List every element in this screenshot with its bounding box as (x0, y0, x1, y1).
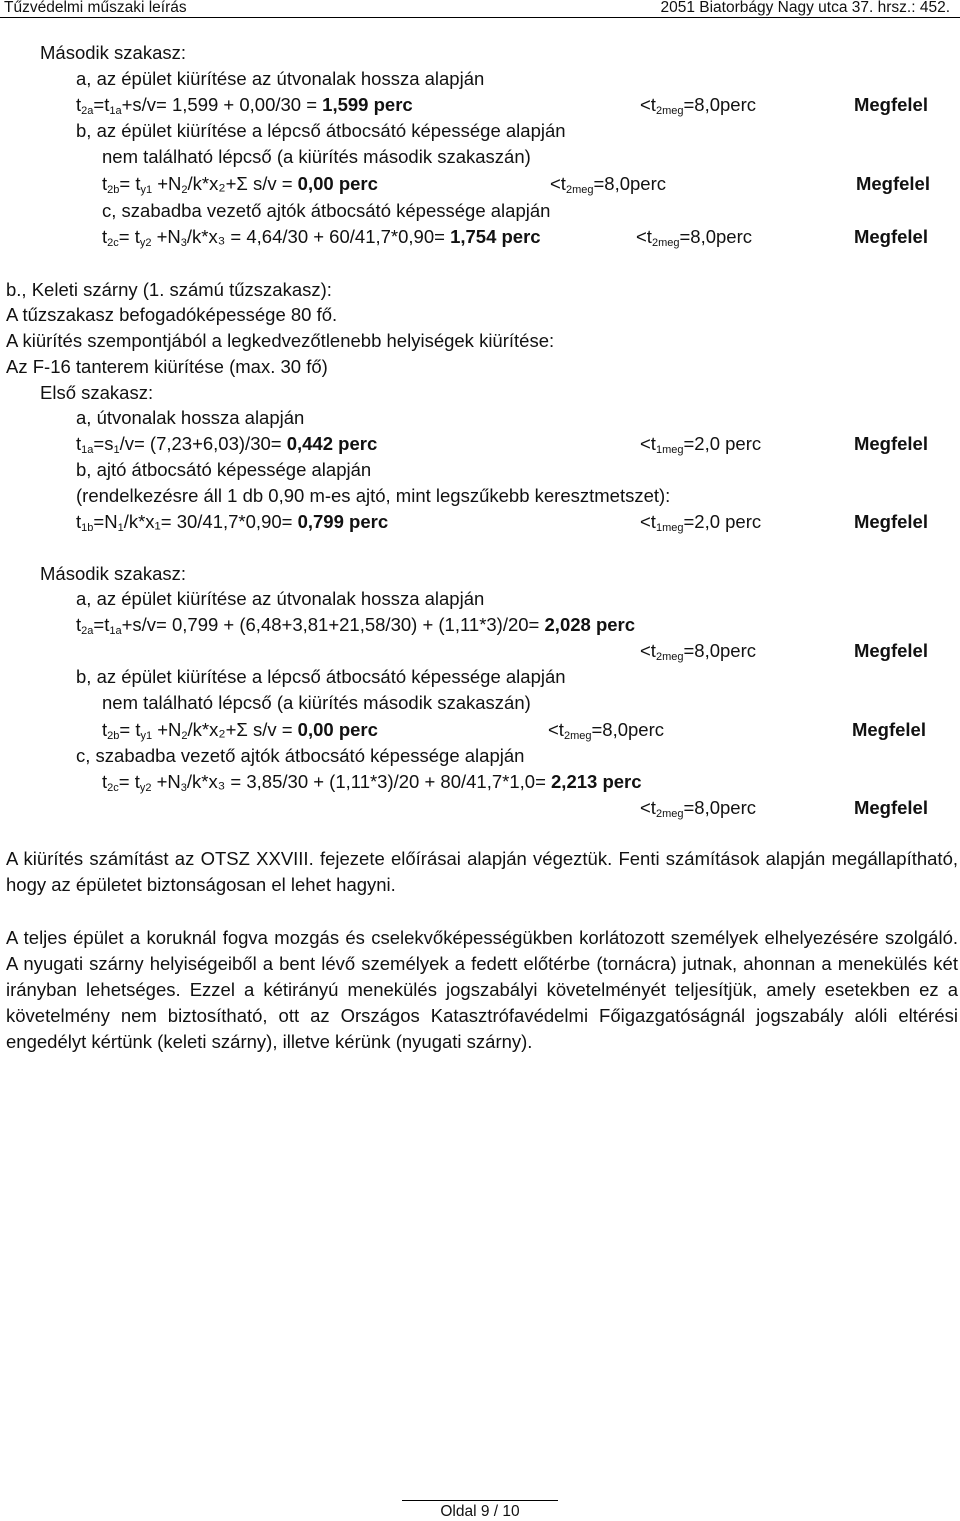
status-label: Megfelel (853, 640, 928, 661)
step-note: nem található lépcső (a kiürítés második szakaszán) (102, 692, 531, 713)
limit-2meg: $<t_{2meg}=8,0perc$ (636, 226, 752, 249)
section-heading: Második szakasz: (40, 42, 186, 63)
section-heading: Második szakasz: (40, 563, 186, 584)
limit-2meg: $<t_{2meg}=8,0perc$ (640, 797, 756, 820)
status-label: Megfelel (853, 511, 928, 532)
page-number: Oldal 9 / 10 (440, 1503, 520, 1520)
conclusion-paragraph: A kiürítés számítást az OTSZ XXVIII. fejezete előírásai alapján végeztük. Fenti számítások alapján megállapítható, hogy az épületet biztonságosan el lehet hagyni. (6, 848, 958, 895)
room-text: Az F-16 tanterem kiürítése (max. 30 fő) (6, 356, 328, 377)
formula-t2a: $t_{2a}=t_{1a}+s/v= 1,599 + 0,00/30 = 1,599$ perc (76, 94, 413, 117)
status-label: Megfelel (851, 719, 926, 740)
formula-t2b: $t_{2b}= t_{y1} +N_2/k*x_2+\Sigma$ s/v = 0,00 perc (102, 173, 378, 196)
limit-2meg: $<t_{2meg}=8,0perc$ (548, 719, 664, 742)
header-title: Tűzvédelmi műszaki leírás (4, 0, 187, 16)
step-title: b, az épület kiürítése a lépcső átbocsátó képessége alapján (76, 666, 566, 687)
step-title: b, az épület kiürítése a lépcső átbocsátó képessége alapján (76, 120, 566, 141)
header-address: 2051 Biatorbágy Nagy utca 37. hrsz.: 452. (660, 0, 950, 16)
limit-2meg: $<t_{2meg}=8,0perc$ (550, 173, 666, 196)
step-title: a, az épület kiürítése az útvonalak hossza alapján (76, 68, 485, 89)
step-title: b, ajtó átbocsátó képessége alapján (76, 459, 372, 480)
formula-t1a: $t_{1a}=s_1/v= (7,23+6,03)/30= 0,442$ perc (76, 433, 378, 456)
footer-rule (402, 1500, 558, 1501)
limit-2meg: $<t_{2meg}=8,0perc$ (640, 640, 756, 663)
step-title: a, az épület kiürítése az útvonalak hossza alapján (76, 588, 485, 609)
status-label: Megfelel (853, 433, 928, 454)
section-title: b., Keleti szárny (1. számú tűzszakasz): (6, 279, 332, 300)
section-heading: Első szakasz: (40, 382, 154, 403)
worst-case-text: A kiürítés szempontjából a legkedvezőtlenebb helyiségek kiürítése: (6, 330, 555, 351)
limit-1meg: $<t_{1meg}=2,0$ perc (640, 511, 762, 534)
status-label: Megfelel (853, 226, 928, 247)
status-label: Megfelel (855, 173, 930, 194)
status-label: Megfelel (853, 94, 928, 115)
status-label: Megfelel (853, 797, 928, 818)
step-title: c, szabadba vezető ajtók átbocsátó képessége alapján (76, 745, 525, 766)
step-title: a, útvonalak hossza alapján (76, 407, 305, 428)
formula-t2a: $t_{2a}=t_{1a}+s/v= 0,799 + (6,48+3,81+21,58/30) + (1,11*3)/20= 2,028$ perc (76, 614, 636, 637)
step-note: (rendelkezésre áll 1 db 0,90 m-es ajtó, mint legszűkebb keresztmetszet): (76, 485, 671, 506)
header-rule (0, 17, 960, 18)
page-header (0, 0, 960, 20)
formula-t2c: $t_{2c}= t_{y2} +N_3/k*x_3 = 3,85/30 + (1,11*3)/20 + 80/41,7*1,0= 2,213$ perc (102, 771, 642, 794)
step-note: nem található lépcső (a kiürítés második szakaszán) (102, 146, 531, 167)
capacity-text: A tűzszakasz befogadóképessége 80 fő. (6, 304, 338, 325)
limit-2meg: $<t_{2meg}=8,0perc$ (640, 94, 756, 117)
step-title: c, szabadba vezető ajtók átbocsátó képessége alapján (102, 200, 551, 221)
formula-t1b: $t_{1b}=N_1/k*x_1= 30/41,7*0,90= 0,799$ perc (76, 511, 389, 534)
formula-t2b: $t_{2b}= t_{y1} +N_2/k*x_2+\Sigma$ s/v = 0,00 perc (102, 719, 378, 742)
limit-1meg: $<t_{1meg}=2,0$ perc (640, 433, 762, 456)
evacuation-paragraph: A teljes épület a koruknál fogva mozgás és cselekvőképességükben korlátozott személyek elhelyezésére szolgáló. A nyugati szárny helyiségeiből a bent lévő személyek a fedett előtérbe (tornácra) jutnak, ahonnan a menekülés két irányban lehetséges. Ezzel a kétirányú menekülés jogszabályi követelményét teljesítjük, amely esetekben ez a követelmény nem biztosítható, ott az Országos Katasztrófavédelmi Főigazgatóságnál jogszabály alóli eltérési engedélyt kértünk (keleti szárny), illetve kérünk (nyugati szárny). (6, 927, 958, 1052)
formula-t2c: $t_{2c}= t_{y2} +N_3/k*x_3 = 4,64/30 + 60/41,7*0,90= 1,754$ perc (102, 226, 541, 249)
